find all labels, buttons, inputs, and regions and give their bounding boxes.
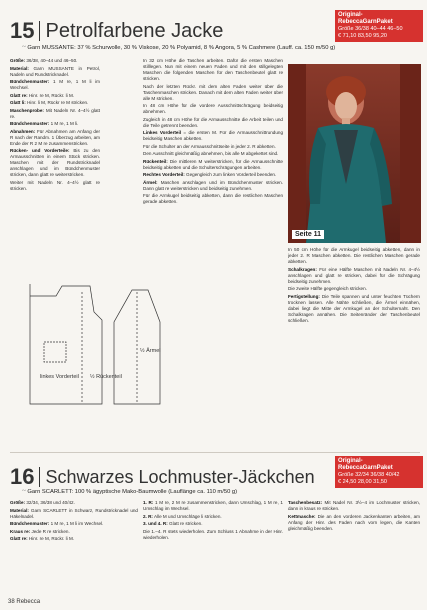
section-16-column-2: 1. R: 1 M re, 2 M re zusammenstricken, dann Umschlag, 1 M re, 1 Umschlag im Wechsel. 2. R: Alle M und Umschläge li stricken. 3. und 4. R: Glatt re stricken. Die 1.–4. R stets wiederholen. Zum Schluss 1 Abnahme in der Hinr. wiederholen. <box>143 500 283 540</box>
instructions-column-3: In 50 cm Höhe für die Armkugel beidseitig abketten, dann in jeder 2. R Maschen abketten. Die restlichen Maschen gerade abketten. Schalkragen: Für eine Hälfte Maschen mit Nadeln Nr. 4–4½ anschlagen und glatt re stricken, dabei für die Schrägung beidseitig zunehmen. Die zweite Hälfte gegengleich stricken. Fertigstellung: Die Teile spannen und unter feuchten Tüchern trocknen lassen. Alle Nähte schließen, die Ärmel einnähen, dabei liegt die Mitte der Armkugel an der Schulternaht. Den Schalkragen annähen. Die Seitenränder der Taschenbeutel schließen. <box>288 247 420 323</box>
badge-line-3: Größe 36/38 40–44 46–50 <box>338 26 403 32</box>
section-15-number: 15 <box>10 18 35 43</box>
model-photo <box>288 64 421 243</box>
sleeve-outline <box>114 290 160 404</box>
badge-line-1: Original- <box>338 458 363 464</box>
section-15-price-badge <box>335 10 423 42</box>
section-16-title: Schwarzes Lochmuster-Jäckchen <box>45 466 315 487</box>
section-15-title: Petrolfarbene Jacke <box>45 19 224 42</box>
pocket-outline <box>44 342 66 362</box>
heading-divider <box>39 467 40 487</box>
section-15-yarn-info <box>22 44 422 52</box>
half-back-label: ½ Rückenteil <box>90 374 122 380</box>
badge-line-3: Größe 32/34 36/38 40/42 <box>338 472 400 478</box>
badge-line-4: € 24,50 28,00 31,50 <box>338 479 387 485</box>
left-front-label-text: linkes Vorderteil <box>40 374 79 380</box>
section-divider <box>10 452 420 453</box>
instructions-column-2: In 32 cm Höhe die Taschen arbeiten. Dafür die ersten Maschen stilllegen. Nun mit einem neuen Faden und mit den stillgelegten Maschen die folgenden Maschen für den Taschenbeutel glatt re stricken. Nach der letzten Rückr. mit dem alten Faden weiter über die Taschenmaschen stricken. Danach mit dem alten Faden weiter über alle M stricken. In 48 cm Höhe für die vordere Ausschnittschrägung beidseitig abnehmen. Zugleich in 48 cm Höhe für die Armausschnitte die Arbeit teilen und die Teile getrennt beenden. Linkes Vorderteil = die ersten M. Für die Armausschnittrundung beidseitig Maschen abketten. Für die Schulter an der Armausschnittseite in jeder 2. R abketten. Den Ausschnitt gleichmäßig abnehmen, bis alle M abgekettet sind. Rückenteil: Die mittleren M weiterstricken, für die Armausschnitte beidseitig abketten und die Schulterschrägungen arbeiten. Rechtes Vorderteil: Gegengleich zum linken Vorderteil beenden. Ärmel: Maschen anschlagen und im Bündchenmuster stricken. Dann glatt re weiterstricken und beidseitig zunehmen. Für die Armkugel beidseitig abketten, dann die restlichen Maschen gerade abketten. <box>143 58 283 204</box>
instructions-column-1: Größe: 36/38, 40–44 und 46–50. Material: Garn MUSSANTE in Petrol, Nadeln und Rundstricknadel. Bündchenmuster: 1 M re, 1 M li im Wechsel. Glatt re: Hinr. re M, Rückr. li M. Glatt li: Hinr. li M, Rückr re M stricken. Maschenprobe: Mit Nadeln Nr. 4–4½ glatt re. Bündchenmuster: 1 M re, 1 M li. Abnahmen: Für Abnahmen am Anfang der R nach der Randm. 1 Überzug arbeiten, am Ende der R 2 M re zusammenstricken. Rücken- und Vorderteile: Bis zu den Armausschnitten in einem Stück stricken. Maschen mit der Rundstricknadel anschlagen und im Bündchenmuster stricken, dann glatt re weiterstricken. Weiter mit Nadeln Nr. 4–4½ glatt re stricken. <box>10 58 100 191</box>
heading-divider <box>39 21 40 41</box>
section-16-column-1: Größe: 32/34, 36/38 und 40/42. Material: Garn SCARLETT in Schwarz, Rundstricknadel und Häkelnadel. Bündchenmuster: 1 M re, 1 M li im Wechsel. Kraus re: Jede R re stricken. Glatt re: Hinr. re M, Rückr. li M. <box>10 500 138 541</box>
half-sleeve-label: ½ Ärmel <box>140 348 161 354</box>
page-number: 38 <box>8 599 15 605</box>
badge-line-1: Original- <box>338 12 363 18</box>
yarn-swirl-icon: ~ <box>22 43 26 51</box>
badge-line-4: € 71,10 83,50 95,20 <box>338 33 387 39</box>
section-16-yarn-text: Garn SCARLETT: 100 % ägyptische Mako-Baumwolle (Lauflänge ca. 110 m/50 g) <box>27 489 238 495</box>
yarn-swirl-icon: ~ <box>22 487 26 495</box>
model-photo-image <box>288 64 421 243</box>
section-16-heading <box>10 464 315 490</box>
badge-line-2: RebeccaGarnPaket <box>338 19 393 25</box>
section-16-column-3: Taschenbesatz: Mit Nadel Nr. 3½–4 im Lochmuster stricken, dann in kraus re stricken. Kettmasche: Die an den vorderen Jackenkanten arbeiten, am Anfang der Hinr. des Faden nach vorn legen, die Kanten gleichmäßig beenden. <box>288 500 420 531</box>
section-16-price-badge <box>335 456 423 488</box>
page-footer <box>8 599 40 605</box>
section-15-heading <box>10 18 223 44</box>
left-front-label <box>40 374 79 380</box>
section-16-number: 16 <box>10 464 35 489</box>
badge-line-2: RebeccaGarnPaket <box>338 465 393 471</box>
section-16-yarn-info <box>22 488 422 496</box>
section-15-yarn-text: Garn MUSSANTE: 37 % Schurwolle, 30 % Viskose, 20 % Polyamid, 8 % Angora, 5 % Cashmere (Lauff. ca. 150 m/50 g) <box>27 45 336 51</box>
pattern-schematic <box>10 272 172 416</box>
photo-caption: Seite 11 <box>292 230 324 239</box>
magazine-name: Rebecca <box>16 599 41 605</box>
